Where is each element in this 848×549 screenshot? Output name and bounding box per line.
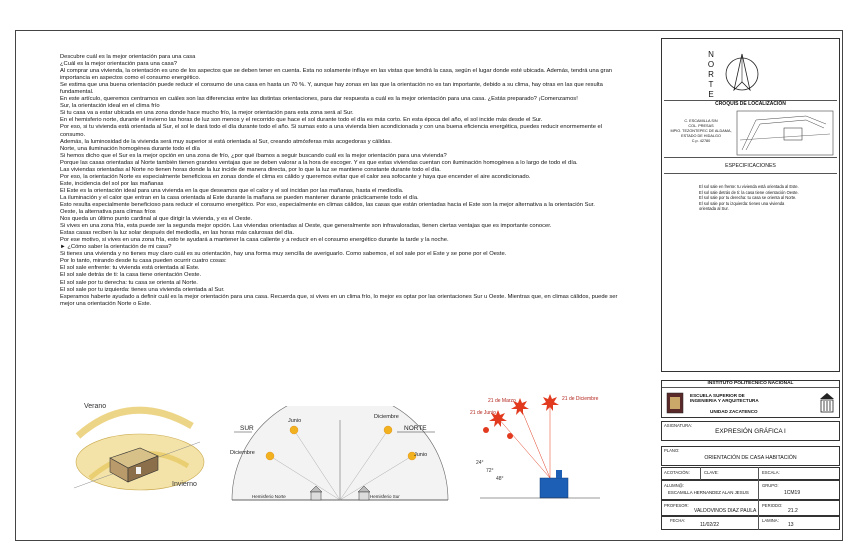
house-north-body bbox=[311, 492, 321, 500]
profesor-row bbox=[661, 500, 840, 516]
institute-name: INSTITUTO POLITECNICO NACIONAL bbox=[662, 381, 839, 388]
article-paragraph: Se estima que una buena orientación puede reducir el consumo de una casa en hasta un 70 %. Y, aunque hay zonas en las que la orientación no es tan importante, debido a su clima, hay otras en las que resulta fundamental. bbox=[60, 82, 603, 96]
lamina-value: 13 bbox=[788, 522, 794, 528]
article-paragraph: El sol sale por tu derecha: tu casa se orienta al Norte. bbox=[60, 279, 198, 286]
label-hemisferio-norte: Hemisferio Norte bbox=[252, 494, 286, 499]
compass-letter: T bbox=[708, 80, 714, 89]
address-line: COL. PRESAS bbox=[688, 123, 714, 128]
grupo-label: GRUPO: bbox=[762, 483, 779, 488]
ipn-logo-icon bbox=[665, 391, 685, 415]
alumno-row bbox=[661, 480, 840, 500]
alumno-value: ESCAMILLA HERNANDEZ ALAN JESUS bbox=[668, 490, 749, 495]
esia-logo-icon bbox=[818, 391, 836, 415]
ray-junio bbox=[498, 418, 550, 478]
divider bbox=[758, 480, 759, 500]
location-sketch-map bbox=[736, 110, 834, 156]
divider bbox=[758, 516, 759, 530]
sun-dic-left-icon bbox=[266, 452, 274, 460]
article-paragraph: El sol sale por tu izquierda: tienes una vivienda orientada al Sur. bbox=[60, 286, 225, 293]
article-paragraph: Al comprar una vivienda, la orientación es uno de los aspectos que se deben tener en cuenta. Esta no solamente influye en las vistas que tendrá la casa, según el lugar donde esté ubicada. Además, tendrá una gran importancia en aspectos como el consumo energético. bbox=[60, 68, 613, 82]
label-sur: SUR bbox=[240, 425, 254, 432]
article-paragraph: Oeste, la alternativa para climas fríos bbox=[60, 209, 156, 216]
article-paragraph: Si tu casa va a estar ubicada en una zona donde hace mucho frío, la mejor orientación para esta zona será al Sur. bbox=[60, 110, 354, 117]
label-junio-right: Junio bbox=[414, 452, 428, 458]
article-paragraph: Esperamos haberte ayudado a definir cuál es la mejor orientación para una casa. Recuerda que, si vives en un clima frío, lo mejor es optar por las orientaciones Sur u Oeste. Mientras que, en climas cálidos, puede ser mejor una orientación Norte o Este. bbox=[60, 293, 618, 307]
asignatura-value: EXPRESIÓN GRÁFICA I bbox=[715, 428, 786, 435]
angle-1: 24° bbox=[476, 460, 484, 466]
alumno-label: ALUMN@: bbox=[664, 483, 685, 488]
article-paragraph: Porque las casas orientadas al Norte también tienen grandes ventajas que se deben valorar a la hora de escoger. Y es que estas viviendas cuentan con iluminación homogénea a lo largo de todo el día. bbox=[60, 159, 578, 166]
compass-letter: E bbox=[708, 90, 714, 99]
article-paragraph: Si tienes una vivienda y no tienes muy claro cuál es su orientación, hay una forma muy sencilla de averiguarlo. Como sabemos, el sol sale por el Este y se pone por el Oeste. bbox=[60, 251, 507, 258]
article-paragraph: Este, incidencia del sol por las mañanas bbox=[60, 180, 164, 187]
compass-letter: N bbox=[708, 50, 714, 59]
article-paragraph: Sur, la orientación ideal en el clima frío bbox=[60, 103, 160, 110]
plano-label: PLANO: bbox=[664, 448, 680, 453]
croquis-panel bbox=[664, 100, 837, 158]
lamina-label: LAMINA: bbox=[762, 518, 779, 523]
plano-panel bbox=[661, 446, 840, 466]
periodo-value: 21.2 bbox=[788, 508, 798, 514]
grupo-value: 1CM19 bbox=[784, 490, 801, 496]
label-hemisferio-sur: Hemisferio Sur bbox=[370, 494, 400, 499]
compass-letters bbox=[706, 50, 716, 102]
article-paragraph: Por eso, si tu vivienda está orientada al Sur, el sol le dará todo el día durante todo el año. Si sumas esto a una vivienda bien acondicionada y con una buena eficiencia energética, puedes reducir enormemente el consumo. bbox=[60, 124, 603, 138]
sun-path-3d-figure bbox=[60, 396, 210, 504]
article-paragraph: Norte, una iluminación homogénea durante todo el día bbox=[60, 145, 200, 152]
article-paragraph: Además, la luminosidad de la vivienda será muy superior si está orientada al Sur, creando atmósferas más acogedoras y cálidas. bbox=[60, 138, 392, 145]
label-norte: NORTE bbox=[404, 425, 427, 432]
fecha-label: FECHA: bbox=[670, 518, 686, 523]
angle-2: 72° bbox=[486, 468, 494, 474]
article-paragraph: Las viviendas orientadas al Norte no tienen horas donde la luz incide de manera directa, por lo que la luz se mantiene constante durante todo el día. bbox=[60, 166, 441, 173]
label-21-diciembre: 21 de Diciembre bbox=[562, 396, 599, 402]
article-paragraph: Por ese motivo, si vives en una zona fría, esto te ayudará a mantener la casa caliente y a reducir en el consumo energético durante la tarde y la noche. bbox=[60, 237, 449, 244]
sun-small-1-icon bbox=[483, 427, 489, 433]
compass-letter: R bbox=[708, 70, 714, 79]
label-21-junio: 21 de Junio bbox=[470, 410, 496, 416]
specs-title: ESPECIFICACIONES bbox=[664, 160, 837, 174]
ray-marzo bbox=[520, 406, 550, 478]
croquis-title: CROQUIS DE LOCALIZACIÓN bbox=[715, 101, 786, 107]
label-invierno: Invierno bbox=[172, 481, 197, 488]
article-paragraph: Si hemos dicho que el Sur es la mejor opción en una zona de frío, ¿por qué íbamos a seguir buscando cuál es la mejor orientación para una vivienda? bbox=[60, 152, 447, 159]
unit-name: UNIDAD ZACATENCO bbox=[710, 409, 758, 414]
article-paragraph: ¿Cuál es la mejor orientación para una casa? bbox=[60, 61, 177, 68]
house-south-body bbox=[359, 492, 369, 500]
institution-panel bbox=[661, 380, 840, 418]
croquis-address bbox=[670, 119, 732, 144]
article-paragraph: La iluminación y el calor que entran en la casa orientada al Este durante la mañana se pueden mantener durante prácticamente todo el día. bbox=[60, 194, 419, 201]
house-window bbox=[136, 467, 141, 474]
school-line-1: ESCUELA SUPERIOR DE bbox=[690, 393, 745, 398]
sun-angles-figure bbox=[470, 394, 610, 506]
school-name bbox=[690, 393, 810, 404]
escala-label: ESCALA: bbox=[762, 470, 780, 475]
article-paragraph: Por lo tanto, mirando desde tu casa pueden ocurrir cuatro cosas: bbox=[60, 258, 227, 265]
building-chimney bbox=[556, 470, 562, 478]
article-paragraph: Estas casas reciben la luz solar después del mediodía, en las horas más calurosas del día. bbox=[60, 230, 294, 237]
article-paragraph: Si vives en una zona fría, esta puede ser la segunda mejor opción. Las viviendas orientadas al Oeste, que generalmente son infravaloradas, tienen ciertas ventajas que es importante conocer. bbox=[60, 223, 552, 230]
divider bbox=[758, 500, 759, 516]
label-diciembre-left: Diciembre bbox=[230, 450, 255, 456]
article-paragraph: El sol sale detrás de ti: la casa tiene orientación Oeste. bbox=[60, 272, 202, 279]
profesor-value: VALDOVINOS DIAZ PAULA bbox=[694, 508, 757, 514]
label-junio-left: Junio bbox=[288, 418, 302, 424]
summer-path bbox=[78, 410, 192, 436]
article-paragraph: En el hemisferio norte, durante el invierno las horas de luz son menos y el recorrido que hace el sol durante todo el día es más corto. En esta época del año, el sol incide más desde el Sur. bbox=[60, 117, 543, 124]
compass-letter: O bbox=[707, 60, 715, 69]
address-line: ESTADO DE HIDALGO bbox=[681, 133, 721, 138]
periodo-label: PERIODO: bbox=[762, 503, 783, 508]
article-paragraph: Descubre cuál es la mejor orientación para una casa bbox=[60, 54, 196, 60]
article-text bbox=[60, 54, 620, 308]
asignatura-label: ASIGNATURA: bbox=[664, 423, 693, 428]
school-line-2: INGENIERIA Y ARQUITECTURA bbox=[690, 398, 759, 404]
profesor-label: PROFESOR: bbox=[664, 503, 689, 508]
article-paragraph: El Este es la orientación ideal para una vivienda en la que deseamos que el calor y el sol incidan por las mañanas, hasta el mediodía. bbox=[60, 187, 404, 194]
article-paragraph: El sol sale enfrente: tu vivienda está orientada al Este. bbox=[60, 265, 200, 272]
hemispheres-figure bbox=[222, 406, 452, 506]
acotacion-row bbox=[661, 467, 840, 480]
fecha-row bbox=[661, 516, 840, 530]
article-paragraph: Esto resulta especialmente beneficioso para reducir el consumo energético. Por eso, especialmente en climas cálidos, las casas que están orientadas hacia el Este son la mejor alternativa a la orientación Sur. bbox=[60, 201, 595, 208]
divider bbox=[758, 467, 759, 480]
article-paragraph: Por eso, la orientación Norte es especialmente beneficiosa en zonas donde el clima es cálido y queremos evitar que el calor sea sofocante y haya que encender el aire acondicionado. bbox=[60, 173, 531, 180]
plano-value: ORIENTACIÓN DE CASA HABITACIÓN bbox=[704, 455, 797, 461]
address-line: MPIO. TEZONTEPEC DE ALDAMA, bbox=[670, 128, 732, 133]
north-arrow-icon bbox=[720, 50, 764, 98]
label-verano: Verano bbox=[84, 403, 107, 410]
fecha-value: 11/02/22 bbox=[700, 522, 720, 528]
sun-jun-left-icon bbox=[290, 426, 298, 434]
clave-label: CLAVE: bbox=[704, 470, 719, 475]
building-icon bbox=[540, 478, 568, 498]
address-line: C. ESCAMILLA S/N bbox=[684, 119, 718, 123]
sun-dic-right-icon bbox=[384, 426, 392, 434]
divider bbox=[700, 467, 701, 480]
sun-small-2-icon bbox=[507, 433, 513, 439]
specs-text: El sol sale en frente: tu vivienda está orientada al Este. El sol sale detrás de ti: la casa tiene orientación Oeste. El sol sale por tu derecha: tu casa se orienta al Norte. El sol sale por tu izquierda: tienes una vivienda orientada al Sur. bbox=[699, 184, 799, 212]
article-paragraph: En este artículo, queremos centrarnos en cuáles son las diferencias entre las distintas orientaciones, para dar respuesta a cuál es la mejor orientación para una casa. ¿Estás preparado? ¡Comenzamos! bbox=[60, 96, 578, 103]
article-paragraph: Nos queda un último punto cardinal al que dirigir la vivienda, y es el Oeste. bbox=[60, 216, 253, 223]
article-paragraph: ► ¿Cómo saber la orientación de mi casa? bbox=[60, 244, 172, 251]
asignatura-panel bbox=[661, 421, 840, 441]
label-diciembre-right: Diciembre bbox=[374, 414, 399, 420]
acotacion-label: ACOTACIÓN: bbox=[664, 470, 690, 475]
address-line: C.p. 42780 bbox=[691, 138, 711, 143]
label-21-marzo: 21 de Marzo bbox=[488, 398, 516, 404]
angle-3: 48° bbox=[496, 476, 504, 482]
